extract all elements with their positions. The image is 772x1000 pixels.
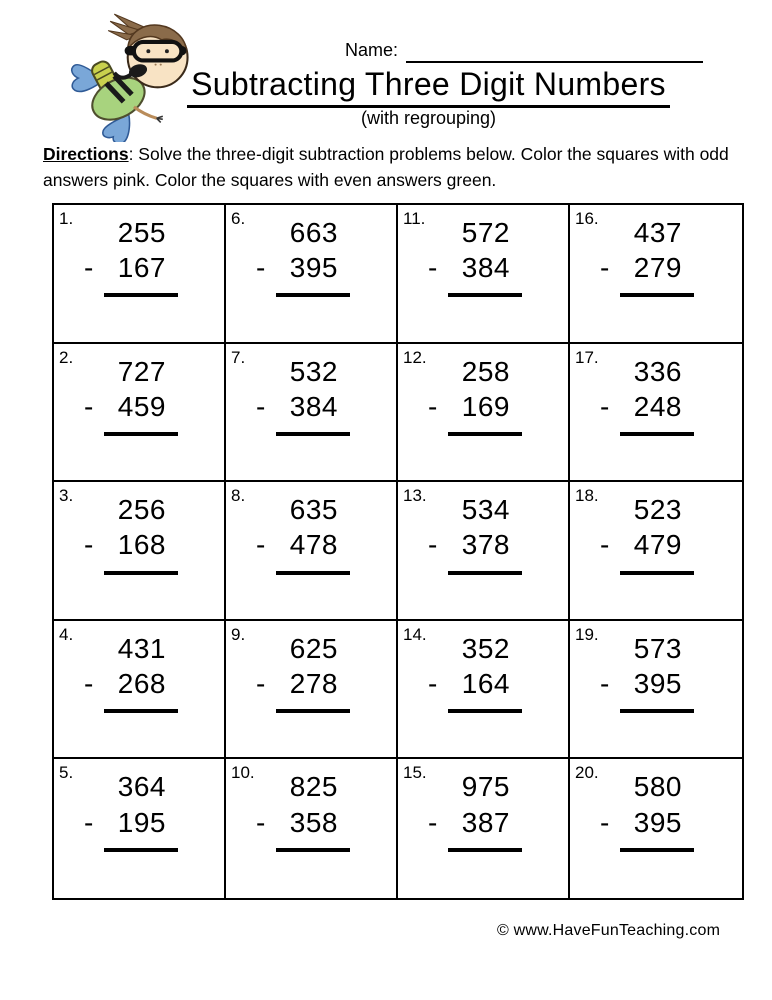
minuend: 663 [289,217,338,248]
answer-line [276,293,350,297]
subtrahend: 384 [461,252,510,284]
minus-sign: - [256,529,266,561]
subtrahend: 268 [117,667,166,699]
minuend: 825 [289,771,338,803]
problem-cell-9 [226,621,398,760]
problem-number: 17. [575,347,599,367]
problem-number: 13. [403,486,427,506]
subtrahend: 387 [461,806,510,838]
problem-cell-1 [54,205,226,344]
problem-number: 7. [231,347,246,367]
minus-sign: - [600,667,610,699]
answer-line [448,709,522,713]
subtraction-problem [84,633,166,713]
subtrahend: 279 [633,252,682,284]
minuend: 437 [633,217,682,248]
answer-line [448,571,522,575]
problem-number: 1. [59,209,74,228]
subtrahend: 395 [289,252,338,284]
copyright-credit: © www.HaveFunTeaching.com [497,922,721,939]
answer-line [104,709,178,713]
directions-body: : Solve the three-digit subtraction problems below. Color the squares with odd answers pink. Color the squares with even answers green. [43,144,729,190]
problem-cell-12 [398,344,570,483]
problem-number: 5. [59,763,74,783]
minus-sign: - [84,529,94,561]
subtrahend: 164 [461,667,510,699]
subtraction-problem [600,771,682,851]
subtraction-problem [256,217,338,297]
problem-number: 12. [403,347,427,367]
problem-cell-20 [570,759,742,898]
subtrahend: 478 [289,529,338,561]
subtraction-problem [256,771,338,851]
answer-line [448,848,522,852]
minus-sign: - [256,390,266,422]
problem-cell-11 [398,205,570,344]
subtrahend: 479 [633,529,682,561]
subtraction-problem [600,633,682,713]
subtraction-problem [428,356,510,436]
problem-number: 10. [231,763,255,783]
subtrahend: 278 [289,667,338,699]
subtrahend: 167 [117,252,166,284]
subtraction-problem [256,356,338,436]
minus-sign: - [256,667,266,699]
subtraction-problem [84,356,166,436]
minuend: 635 [289,494,338,526]
name-blank-line [406,41,703,63]
minuend: 727 [117,355,166,387]
minus-sign: - [600,390,610,422]
problem-grid [52,203,744,900]
minuend: 975 [461,771,510,803]
subtraction-problem [428,494,510,574]
subtrahend: 384 [289,390,338,422]
minus-sign: - [84,390,94,422]
subtraction-problem [84,217,166,297]
subtrahend: 169 [461,390,510,422]
subtrahend: 378 [461,529,510,561]
problem-number: 8. [231,486,246,506]
minuend: 258 [461,355,510,387]
subtrahend: 358 [289,806,338,838]
problem-cell-14 [398,621,570,760]
directions-text [43,141,745,193]
problem-cell-8 [226,482,398,621]
subtrahend: 168 [117,529,166,561]
answer-line [104,293,178,297]
answer-line [276,432,350,436]
page-title: Subtracting Three Digit Numbers [187,66,670,108]
name-row [345,40,703,63]
answer-line [448,293,522,297]
problem-cell-13 [398,482,570,621]
problem-cell-2 [54,344,226,483]
minus-sign: - [428,252,438,284]
minus-sign: - [428,529,438,561]
minuend: 572 [461,217,510,248]
subtrahend: 248 [633,390,682,422]
minus-sign: - [428,806,438,838]
subtraction-problem [84,771,166,851]
answer-line [276,848,350,852]
minuend: 532 [289,355,338,387]
subtraction-problem [428,217,510,297]
problem-number: 14. [403,624,427,644]
subtraction-problem [600,217,682,297]
name-label: Name: [345,40,399,60]
minuend: 256 [117,494,166,526]
minuend: 431 [117,632,166,664]
problem-number: 15. [403,763,427,783]
answer-line [620,709,694,713]
answer-line [448,432,522,436]
minuend: 534 [461,494,510,526]
problem-number: 18. [575,486,599,506]
answer-line [276,709,350,713]
minuend: 580 [633,771,682,803]
answer-line [620,432,694,436]
subtraction-problem [84,494,166,574]
minuend: 336 [633,355,682,387]
problem-cell-3 [54,482,226,621]
directions-label: Directions [43,144,129,164]
answer-line [620,571,694,575]
answer-line [276,571,350,575]
subtraction-problem [256,633,338,713]
problem-cell-7 [226,344,398,483]
problem-number: 3. [59,486,74,506]
eye [165,49,169,53]
eye [146,49,150,53]
problem-cell-15 [398,759,570,898]
minus-sign: - [84,667,94,699]
problem-cell-19 [570,621,742,760]
minus-sign: - [428,390,438,422]
subtraction-problem [428,771,510,851]
minus-sign: - [256,806,266,838]
minuend: 573 [633,632,682,664]
goggles [134,42,181,61]
problem-number: 2. [59,347,74,367]
problem-cell-4 [54,621,226,760]
minuend: 523 [633,494,682,526]
minus-sign: - [600,252,610,284]
minus-sign: - [428,667,438,699]
subtraction-problem [256,494,338,574]
subtrahend: 395 [633,806,682,838]
problem-number: 4. [59,624,74,644]
minuend: 255 [117,217,166,248]
problem-cell-10 [226,759,398,898]
problem-number: 19. [575,624,599,644]
minus-sign: - [256,252,266,284]
subtrahend: 395 [633,667,682,699]
problem-number: 20. [575,763,599,783]
answer-line [620,848,694,852]
minuend: 352 [461,632,510,664]
subtraction-problem [600,494,682,574]
page-subtitle: (with regrouping) [360,108,497,128]
problem-number: 9. [231,624,246,644]
problem-cell-17 [570,344,742,483]
problem-cell-5 [54,759,226,898]
answer-line [104,571,178,575]
subtraction-problem [600,356,682,436]
minuend: 364 [117,771,166,803]
answer-line [620,293,694,297]
minus-sign: - [84,252,94,284]
minus-sign: - [84,806,94,838]
answer-line [104,432,178,436]
problem-number: 11. [403,209,426,228]
minus-sign: - [600,529,610,561]
answer-line [104,848,178,852]
subtraction-problem [428,633,510,713]
problem-cell-18 [570,482,742,621]
problem-cell-6 [226,205,398,344]
problem-number: 16. [575,209,599,228]
minus-sign: - [600,806,610,838]
subtrahend: 459 [117,390,166,422]
minuend: 625 [289,632,338,664]
problem-number: 6. [231,209,246,228]
problem-cell-16 [570,205,742,344]
subtrahend: 195 [117,806,166,838]
